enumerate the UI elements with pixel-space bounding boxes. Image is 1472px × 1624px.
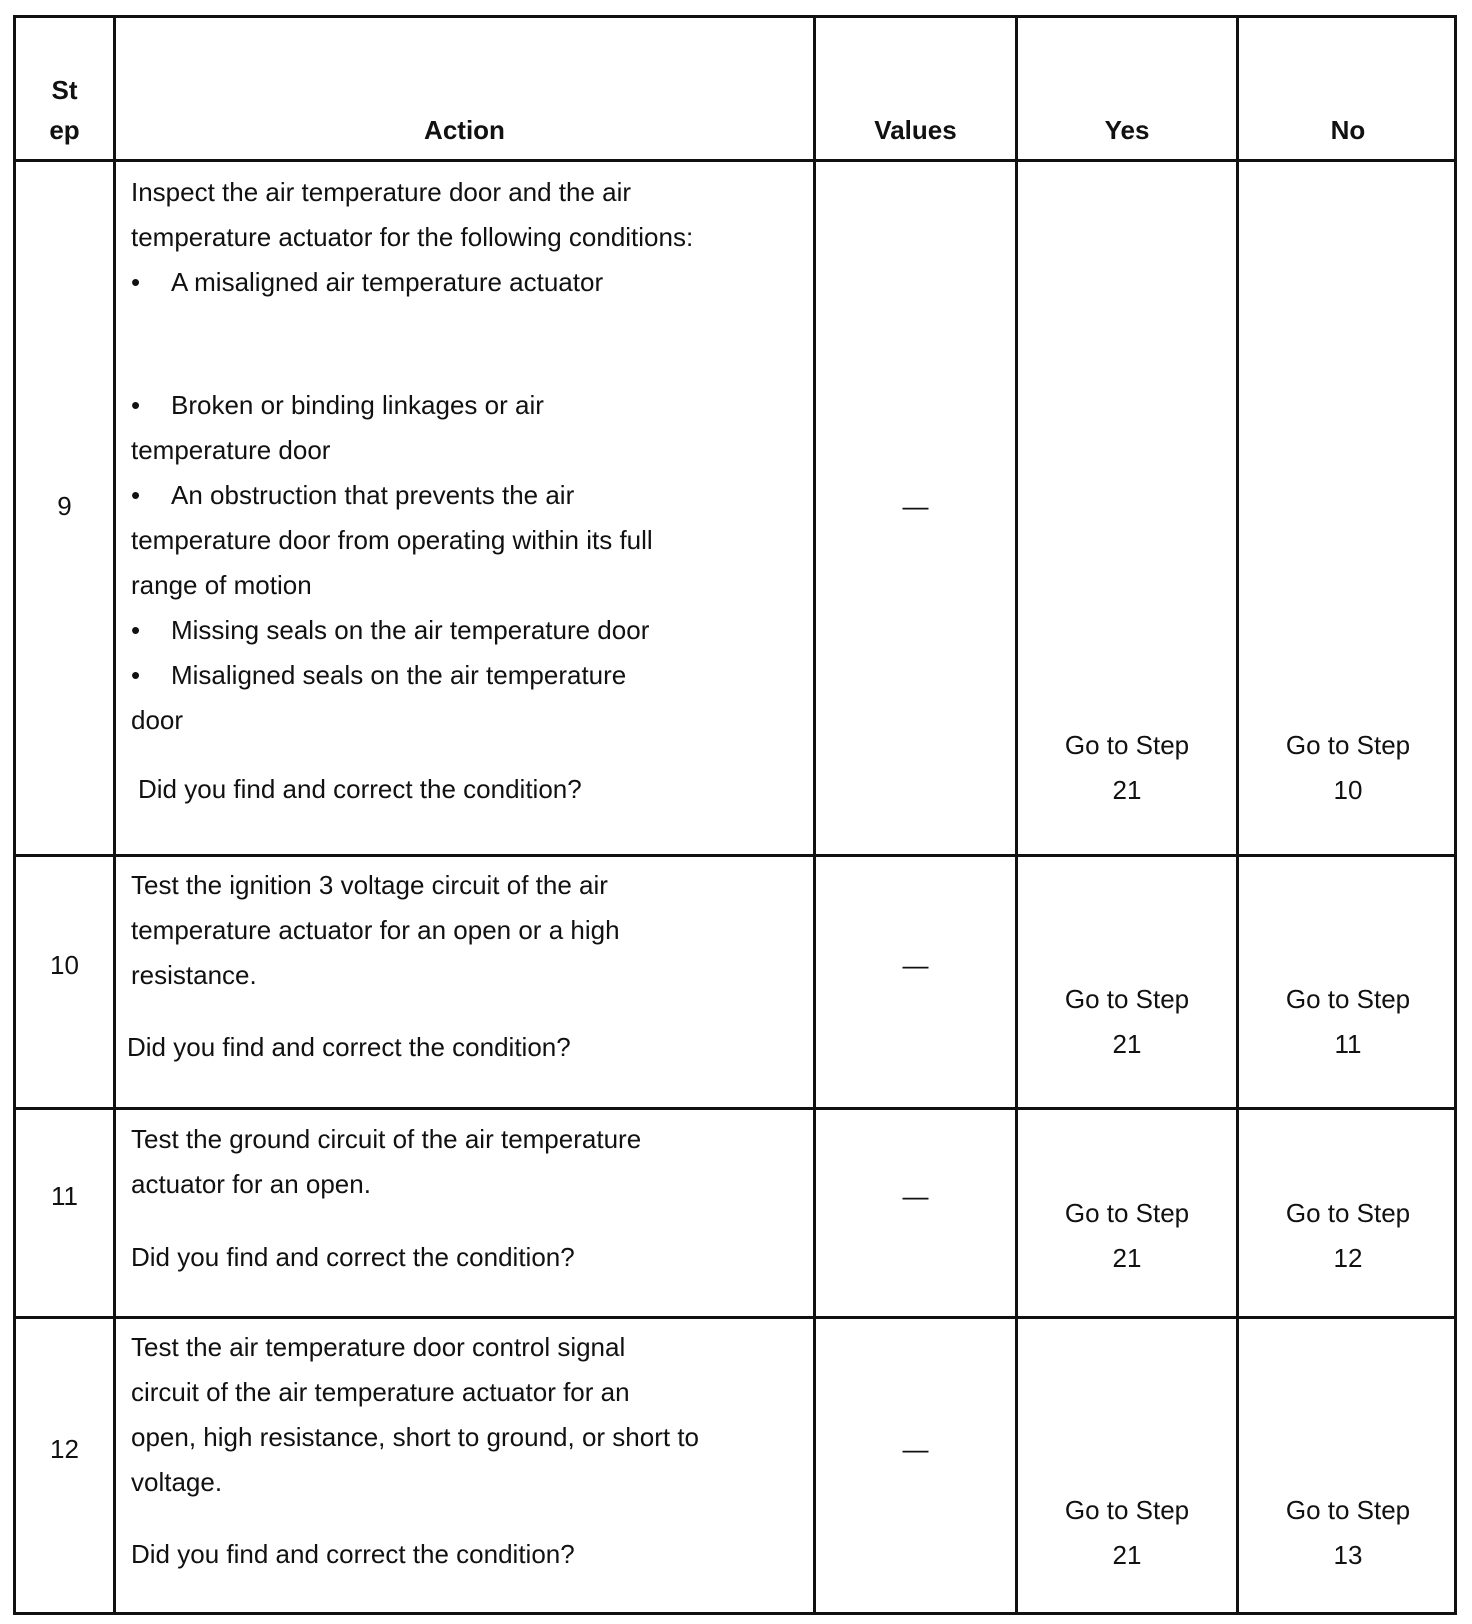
action-line: door xyxy=(131,705,184,735)
header-yes: Yes xyxy=(1104,115,1150,145)
action-line: voltage. xyxy=(131,1467,223,1497)
action-line: Test the ground circuit of the air temperature xyxy=(131,1124,642,1154)
step-number: 12 xyxy=(50,1434,79,1464)
action-text xyxy=(131,1325,699,1505)
action-bullet: • Broken or binding linkages or air xyxy=(131,390,544,420)
action-line: Inspect the air temperature door and the air xyxy=(131,177,632,207)
values-dash: — xyxy=(902,950,929,980)
header-values: Values xyxy=(874,115,957,145)
col-divider xyxy=(1236,18,1239,1612)
row-divider xyxy=(16,854,1454,857)
yes-goto: Go to Step 21 xyxy=(1064,730,1190,805)
yes-goto: Go to Step 21 xyxy=(1064,984,1190,1059)
action-line: Test the ignition 3 voltage circuit of the air xyxy=(131,870,608,900)
row-divider xyxy=(16,1316,1454,1319)
action-line: actuator for an open. xyxy=(131,1169,371,1199)
action-bullet: • Missing seals on the air temperature door xyxy=(131,615,650,645)
question-text: Did you find and correct the condition? xyxy=(138,774,582,804)
action-line: circuit of the air temperature actuator for an xyxy=(131,1377,630,1407)
no-goto: Go to Step 10 xyxy=(1285,730,1411,805)
action-bullet: • Misaligned seals on the air temperature xyxy=(131,660,627,690)
col-divider xyxy=(113,18,116,1612)
action-bullet: • An obstruction that prevents the air xyxy=(131,480,575,510)
col-divider xyxy=(1015,18,1018,1612)
values-dash: — xyxy=(902,491,929,521)
step-number: 10 xyxy=(50,950,79,980)
no-goto: Go to Step 13 xyxy=(1285,1495,1411,1570)
action-line: temperature door xyxy=(131,435,331,465)
action-text xyxy=(131,383,653,743)
step-number: 11 xyxy=(51,1181,78,1211)
yes-goto: Go to Step 21 xyxy=(1064,1495,1190,1570)
step-number: 9 xyxy=(57,491,72,521)
action-line: temperature actuator for an open or a high xyxy=(131,915,620,945)
action-text xyxy=(131,863,620,998)
header-no: No xyxy=(1330,115,1366,145)
row-divider xyxy=(16,1107,1454,1110)
action-text xyxy=(131,1117,641,1207)
action-line: temperature door from operating within its full xyxy=(131,525,653,555)
action-line: resistance. xyxy=(131,960,257,990)
no-goto: Go to Step 11 xyxy=(1285,984,1411,1059)
header-step: St ep xyxy=(49,75,80,145)
col-divider xyxy=(813,18,816,1612)
question-text: Did you find and correct the condition? xyxy=(131,1539,575,1569)
row-divider xyxy=(16,159,1454,162)
values-dash: — xyxy=(902,1181,929,1211)
action-line: open, high resistance, short to ground, or short to xyxy=(131,1422,700,1452)
no-goto: Go to Step 12 xyxy=(1285,1198,1411,1273)
action-line: range of motion xyxy=(131,570,312,600)
yes-goto: Go to Step 21 xyxy=(1064,1198,1190,1273)
action-bullet: • A misaligned air temperature actuator xyxy=(131,267,604,297)
question-text: Did you find and correct the condition? xyxy=(127,1032,571,1062)
action-text xyxy=(131,170,693,305)
action-line: temperature actuator for the following conditions: xyxy=(131,222,694,252)
values-dash: — xyxy=(902,1434,929,1464)
header-action: Action xyxy=(424,115,505,145)
diagnostic-table xyxy=(13,15,1457,1615)
question-text: Did you find and correct the condition? xyxy=(131,1242,575,1272)
action-line: Test the air temperature door control signal xyxy=(131,1332,626,1362)
